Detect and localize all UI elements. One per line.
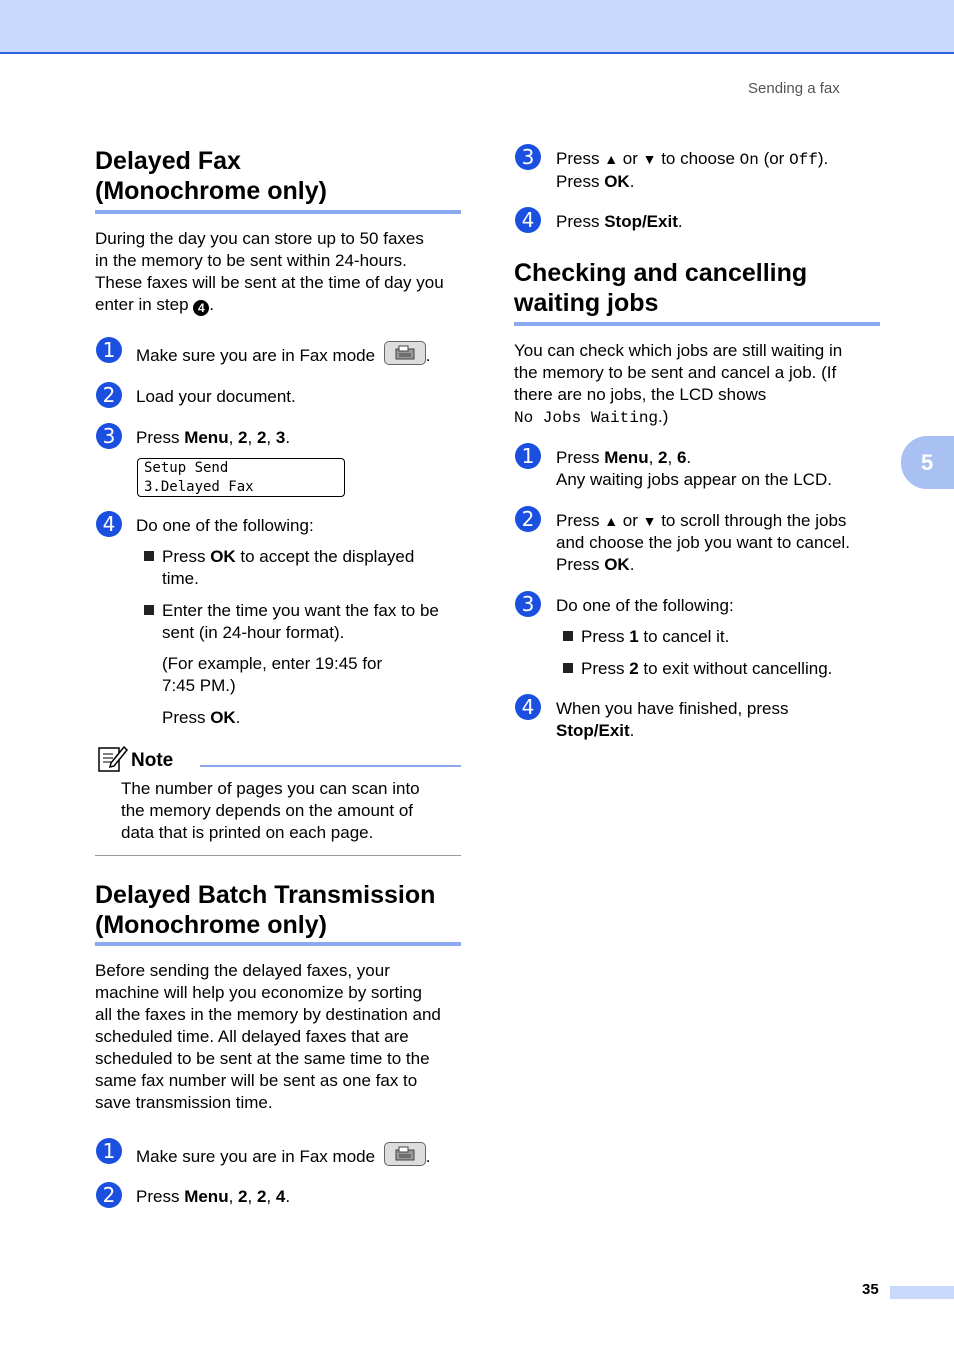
key: 2 bbox=[629, 659, 639, 678]
text-line: sent (in 24-hour format). bbox=[162, 623, 345, 642]
heading-line: Delayed Fax bbox=[95, 147, 241, 175]
running-title: Sending a fax bbox=[748, 80, 840, 97]
text-line: all the faxes in the memory by destination and bbox=[95, 1005, 441, 1024]
step-number: 4 bbox=[515, 694, 541, 720]
checking-step-2 bbox=[556, 510, 850, 576]
key: 2 bbox=[238, 1187, 248, 1206]
text-line: and choose the job you want to cancel. bbox=[556, 533, 850, 552]
key: 6 bbox=[676, 448, 687, 467]
step-text: Make sure you are in Fax mode bbox=[136, 346, 376, 365]
text: Press bbox=[556, 555, 605, 574]
header-bar bbox=[0, 0, 954, 54]
key: 3 bbox=[275, 428, 286, 447]
menu-key: Menu bbox=[604, 448, 649, 467]
text: Press bbox=[556, 448, 605, 467]
key: OK bbox=[210, 547, 236, 566]
bullet-item bbox=[162, 546, 414, 590]
text-line bbox=[556, 148, 828, 171]
menu-key: Menu bbox=[184, 1187, 229, 1206]
text-line bbox=[95, 294, 444, 316]
step-number: 3 bbox=[515, 144, 541, 170]
checking-step-4 bbox=[556, 698, 788, 742]
text: or bbox=[618, 149, 643, 168]
text: (or bbox=[758, 149, 790, 168]
text: .) bbox=[658, 407, 669, 426]
text: Press bbox=[581, 627, 630, 646]
step-4: Do one of the following: bbox=[136, 516, 314, 535]
fax-icon bbox=[384, 341, 426, 365]
option-off: Off bbox=[789, 151, 818, 169]
option-on: On bbox=[739, 151, 759, 169]
key: OK bbox=[604, 555, 630, 574]
step-number: 1 bbox=[96, 1138, 122, 1164]
text: . bbox=[209, 295, 215, 314]
delayed-step-4: Press Stop/Exit. bbox=[556, 212, 683, 231]
text-line: there are no jobs, the LCD shows bbox=[514, 385, 767, 404]
bullet-item bbox=[581, 658, 832, 680]
step-number: 2 bbox=[96, 382, 122, 408]
text-line: These faxes will be sent at the time of day you bbox=[95, 273, 444, 292]
step-number: 3 bbox=[96, 423, 122, 449]
menu-key: Menu bbox=[184, 428, 229, 447]
text-line: During the day you can store up to 50 faxes bbox=[95, 229, 424, 248]
key: OK bbox=[604, 172, 630, 191]
down-arrow-icon: ▼ bbox=[642, 513, 657, 529]
note-divider bbox=[95, 855, 461, 856]
text-line: Stop/Exit. bbox=[556, 721, 635, 740]
text-line: (For example, enter 19:45 for bbox=[162, 654, 383, 673]
text-line bbox=[514, 406, 842, 429]
delayed-fax-intro bbox=[95, 228, 444, 316]
text-line: Press OK. bbox=[556, 555, 635, 574]
example-text bbox=[162, 653, 382, 697]
text: Press bbox=[581, 659, 630, 678]
bullet-icon bbox=[144, 605, 154, 615]
note-rule bbox=[200, 765, 461, 767]
heading-line: Delayed Batch Transmission bbox=[95, 881, 436, 909]
text-line: scheduled to be sent at the same time to the bbox=[95, 1049, 430, 1068]
step-2: Load your document. bbox=[136, 387, 296, 406]
text-line: machine will help you economize by sorting bbox=[95, 983, 422, 1002]
text-line: Press OK. bbox=[556, 172, 635, 191]
checking-step-3: Do one of the following: bbox=[556, 596, 734, 615]
lcd-line: Setup Send bbox=[144, 460, 229, 476]
text: Press bbox=[136, 1187, 185, 1206]
key: OK bbox=[210, 708, 236, 727]
text: to scroll through the jobs bbox=[656, 511, 847, 530]
text: or bbox=[618, 511, 643, 530]
step-number: 2 bbox=[515, 506, 541, 532]
text-line bbox=[162, 546, 414, 568]
text: to exit without cancelling. bbox=[638, 659, 833, 678]
lcd-message: No Jobs Waiting bbox=[514, 409, 659, 427]
text: to choose bbox=[656, 149, 740, 168]
key: 2 bbox=[658, 448, 668, 467]
text-line: scheduled time. All delayed faxes that are bbox=[95, 1027, 409, 1046]
note-body bbox=[121, 778, 420, 844]
bullet-item bbox=[581, 626, 729, 648]
key: 4 bbox=[275, 1187, 286, 1206]
note-pencil-icon bbox=[97, 743, 129, 778]
text-line: the memory to be sent and cancel a job. (If bbox=[514, 363, 837, 382]
key: Stop/Exit bbox=[604, 212, 678, 231]
heading-rule bbox=[514, 322, 880, 326]
step-number: 1 bbox=[96, 337, 122, 363]
text-line: When you have finished, press bbox=[556, 699, 789, 718]
heading-line: waiting jobs bbox=[514, 289, 659, 317]
text: to accept the displayed bbox=[235, 547, 415, 566]
delayed-step-3 bbox=[556, 148, 828, 193]
text-line: Before sending the delayed faxes, your bbox=[95, 961, 390, 980]
text-line: in the memory to be sent within 24-hours. bbox=[95, 251, 407, 270]
batch-heading bbox=[95, 880, 435, 940]
page-number-bar bbox=[890, 1286, 954, 1299]
text-line: The number of pages you can scan into bbox=[121, 779, 420, 798]
heading-line: (Monochrome only) bbox=[95, 177, 327, 205]
text: Press bbox=[136, 428, 185, 447]
text-line bbox=[556, 510, 850, 532]
note-title: Note bbox=[131, 750, 174, 771]
bullet-item bbox=[162, 600, 439, 644]
text-line: save transmission time. bbox=[95, 1093, 273, 1112]
heading-line: (Monochrome only) bbox=[95, 911, 327, 939]
batch-step-2: Press Menu, 2, 2, 4. bbox=[136, 1187, 291, 1206]
text: Press bbox=[162, 547, 211, 566]
step-3: Press Menu, 2, 2, 3. bbox=[136, 428, 291, 447]
step-1: Make sure you are in Fax mode . bbox=[136, 341, 431, 367]
key: 1 bbox=[629, 627, 639, 646]
key: 2 bbox=[238, 428, 248, 447]
lcd-display bbox=[137, 458, 345, 497]
text-line: 7:45 PM.) bbox=[162, 676, 236, 695]
text: to cancel it. bbox=[638, 627, 730, 646]
up-arrow-icon: ▲ bbox=[604, 513, 619, 529]
text-line: Any waiting jobs appear on the LCD. bbox=[556, 470, 832, 489]
text: Press bbox=[556, 149, 605, 168]
checking-intro bbox=[514, 340, 842, 429]
text-line: data that is printed on each page. bbox=[121, 823, 374, 842]
text-line: Enter the time you want the fax to be bbox=[162, 601, 439, 620]
step-text: Make sure you are in Fax mode bbox=[136, 1147, 376, 1166]
heading-rule bbox=[95, 210, 461, 214]
step-number: 4 bbox=[96, 511, 122, 537]
batch-intro bbox=[95, 960, 441, 1114]
text-line: same fax number will be sent as one fax to bbox=[95, 1071, 418, 1090]
chapter-tab: 5 bbox=[901, 436, 954, 489]
up-arrow-icon: ▲ bbox=[604, 151, 619, 167]
text: Press bbox=[556, 172, 605, 191]
bullet-icon bbox=[563, 631, 573, 641]
delayed-fax-heading bbox=[95, 146, 327, 206]
step-number: 2 bbox=[96, 1182, 122, 1208]
text-line: Press Menu, 2, 6. bbox=[556, 448, 692, 467]
step-ref-badge: 4 bbox=[193, 300, 209, 316]
bullet-icon bbox=[563, 663, 573, 673]
down-arrow-icon: ▼ bbox=[642, 151, 657, 167]
text: ). bbox=[817, 149, 829, 168]
fax-icon bbox=[384, 1142, 426, 1166]
page-number: 35 bbox=[862, 1281, 879, 1298]
key: 2 bbox=[256, 1187, 267, 1206]
heading-line: Checking and cancelling bbox=[514, 259, 808, 287]
text-line: time. bbox=[162, 569, 199, 588]
text: Press bbox=[556, 212, 605, 231]
text: Press bbox=[556, 511, 605, 530]
text-line: You can check which jobs are still waiting in bbox=[514, 341, 843, 360]
key: Stop/Exit bbox=[556, 721, 630, 740]
key: 2 bbox=[256, 428, 267, 447]
bullet-icon bbox=[144, 551, 154, 561]
step-number: 1 bbox=[515, 443, 541, 469]
heading-rule bbox=[95, 942, 461, 946]
press-ok-text: Press OK. bbox=[162, 708, 241, 727]
checking-step-1 bbox=[556, 447, 832, 491]
checking-heading bbox=[514, 258, 807, 318]
text: enter in step bbox=[95, 295, 189, 314]
text-line: the memory depends on the amount of bbox=[121, 801, 414, 820]
lcd-line: 3.Delayed Fax bbox=[144, 479, 254, 495]
text: Press bbox=[162, 708, 211, 727]
step-number: 3 bbox=[515, 591, 541, 617]
step-number: 4 bbox=[515, 207, 541, 233]
batch-step-1: Make sure you are in Fax mode . bbox=[136, 1142, 431, 1168]
